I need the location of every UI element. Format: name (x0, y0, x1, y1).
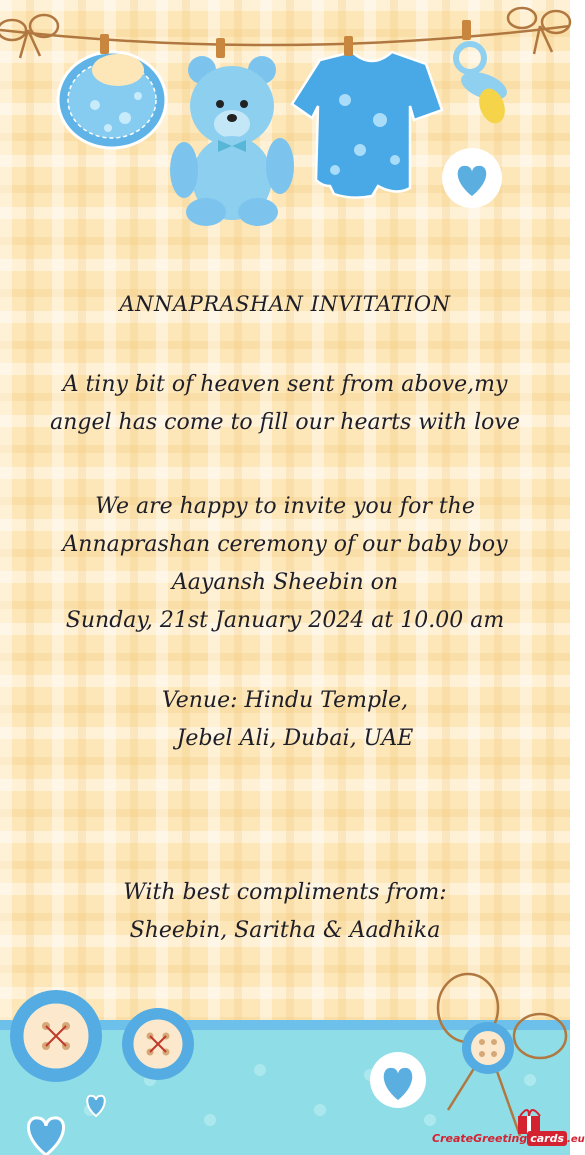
button-icon-1 (10, 990, 102, 1082)
compliments-names: Sheebin, Saritha & Aadhika (129, 918, 441, 943)
venue-line-1: Venue: Hindu Temple, (161, 688, 409, 713)
compliments (0, 874, 570, 950)
invite-line-1: We are happy to invite you for the (95, 494, 475, 519)
brand-tld: .eu (567, 1134, 585, 1145)
verse-line-2: angel has come to fill our hearts with love (50, 410, 520, 435)
invitation-title: ANNAPRASHAN INVITATION (119, 292, 451, 316)
invite-line-2: Annaprashan ceremony of our baby boy (62, 532, 508, 557)
invite-line-4: Sunday, 21st January 2024 at 10.00 am (65, 608, 505, 633)
heart-icon (442, 148, 502, 208)
clothespin-4 (462, 20, 471, 40)
invite-message (0, 488, 570, 640)
bib-icon (58, 52, 166, 148)
brand-cards: cards (527, 1131, 567, 1146)
pacifier-icon (456, 44, 511, 127)
brand-name: CreateGreeting (432, 1132, 528, 1145)
brand-watermark (432, 1132, 585, 1154)
clothesline-rope (0, 26, 570, 45)
onesie-icon (292, 52, 442, 198)
clothespin-2 (216, 38, 225, 58)
teddy-bear-icon (170, 56, 294, 226)
venue-line-2: Jebel Ali, Dubai, UAE (176, 726, 414, 751)
clothespin-3 (344, 36, 353, 56)
heart-icon-2 (370, 1052, 426, 1108)
button-icon-2 (122, 1008, 194, 1080)
compliments-label: With best compliments from: (123, 880, 447, 905)
clothesline-decoration (0, 0, 570, 240)
button-icon-3 (462, 1022, 514, 1074)
verse-line-1: A tiny bit of heaven sent from above,my (62, 372, 508, 397)
bow-left-icon (0, 15, 58, 58)
verse (0, 366, 570, 442)
clothespin-1 (100, 34, 109, 54)
venue (0, 682, 570, 758)
invite-line-3: Aayansh Sheebin on (171, 570, 399, 595)
bottom-decoration (0, 960, 570, 1155)
